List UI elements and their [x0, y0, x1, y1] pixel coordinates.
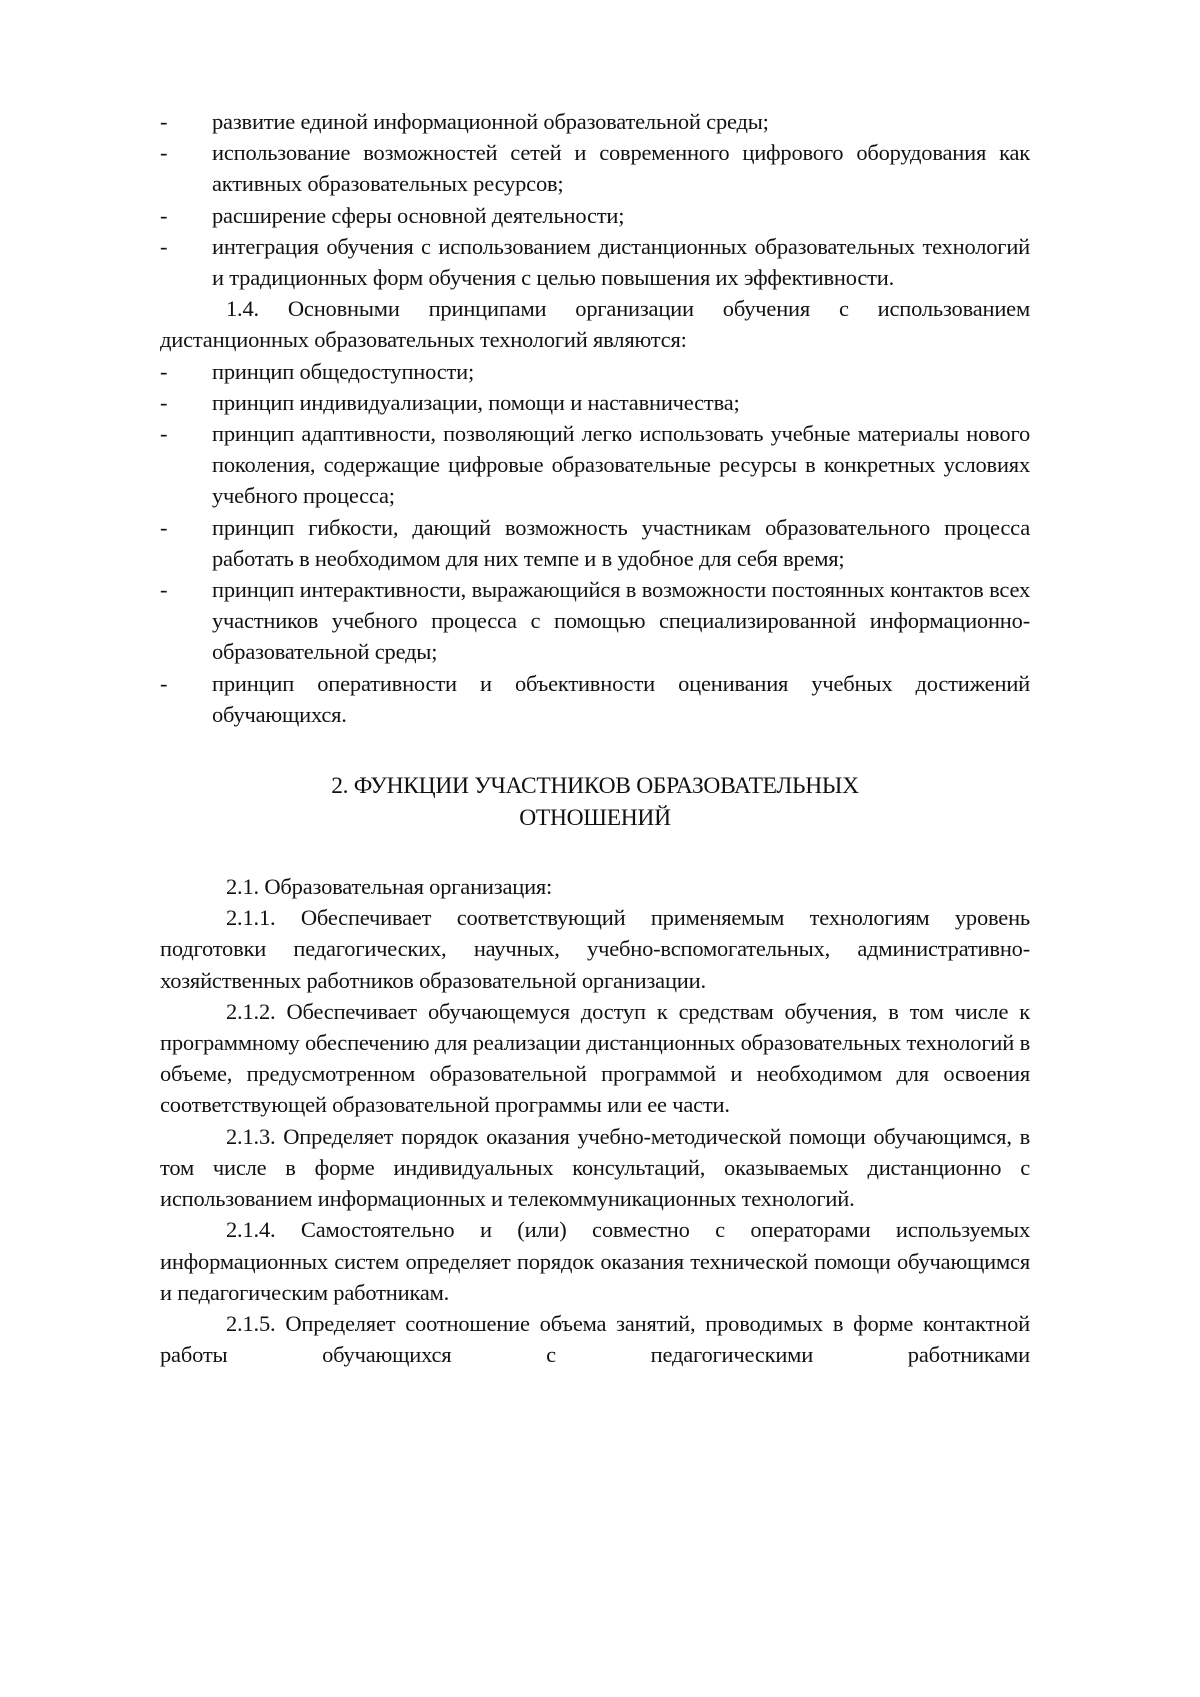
document-page — [160, 106, 1030, 1370]
section-2-heading — [160, 770, 1030, 834]
dash-marker: - — [160, 358, 168, 384]
dash-marker: - — [160, 514, 168, 540]
list-item-text: принцип гибкости, дающий возможность участникам образовательного процесса работать в необходимом для них темпе и в удобное для себя время; — [212, 514, 1030, 571]
list-item — [160, 418, 1030, 512]
list-item-text: использование возможностей сетей и современного цифрового оборудования как активных образовательных ресурсов; — [212, 140, 1030, 197]
dash-marker: - — [160, 109, 168, 134]
list-item — [160, 231, 1030, 293]
goals-list — [160, 106, 1030, 293]
dash-marker: - — [160, 577, 168, 603]
heading-line: ОТНОШЕНИЙ — [519, 805, 671, 832]
list-item — [160, 106, 1030, 137]
list-item-text: расширение сферы основной деятельности; — [212, 202, 625, 228]
subsection-2-1-3: 2.1.3. Определяет порядок оказания учебно-методической помощи обучающимся, в том числе в форме индивидуальных консультаций, оказываемых дистанционно с использованием информационных и телекоммуникационных технологий. — [160, 1123, 1030, 1212]
dash-marker: - — [160, 202, 168, 228]
dash-marker: - — [160, 233, 168, 259]
section-1-4-paragraph: 1.4. Основными принципами организации обучения с использованием дистанционных образовательных технологий являются: — [160, 296, 1030, 353]
subsection-2-1-2: 2.1.2. Обеспечивает обучающемуся доступ к средствам обучения, в том числе к программному обеспечению для реализации дистанционных образовательных технологий в объеме, предусмотренном образовательной программой и необходимом для освоения соответствующей образовательной программы или ее части. — [160, 998, 1030, 1118]
subsection-2-1-5: 2.1.5. Определяет соотношение объема занятий, проводимых в форме контактной работы обучающихся с педагогическими работниками — [160, 1310, 1030, 1368]
list-item — [160, 387, 1030, 418]
principles-list — [160, 356, 1030, 730]
dash-marker: - — [160, 670, 168, 696]
list-item-text: принцип оперативности и объективности оценивания учебных достижений обучающихся. — [212, 670, 1030, 727]
list-item-text: принцип интерактивности, выражающийся в возможности постоянных контактов всех участников учебного процесса с помощью специализированной информационно-образовательной среды; — [212, 577, 1030, 665]
list-item-text: интеграция обучения с использованием дистанционных образовательных технологий и традиционных форм обучения с целью повышения их эффективности. — [212, 233, 1030, 291]
list-item-text: принцип индивидуализации, помощи и наставничества; — [212, 389, 740, 415]
list-item — [160, 512, 1030, 574]
list-item — [160, 137, 1030, 199]
list-item-text: развитие единой информационной образовательной среды; — [212, 109, 769, 134]
subsection-2-1-1: 2.1.1. Обеспечивает соответствующий применяемым технологиям уровень подготовки педагогических, научных, учебно-вспомогательных, административно-хозяйственных работников образовательной организации. — [160, 905, 1030, 993]
list-item-text: принцип адаптивности, позволяющий легко использовать учебные материалы нового поколения, содержащие цифровые образовательные ресурсы в конкретных условиях учебного процесса; — [212, 421, 1030, 509]
dash-marker: - — [160, 389, 168, 415]
heading-line: 2. ФУНКЦИИ УЧАСТНИКОВ ОБРАЗОВАТЕЛЬНЫХ — [331, 773, 859, 800]
dash-marker: - — [160, 421, 168, 447]
list-item-text: принцип общедоступности; — [212, 358, 475, 384]
section-2-1-paragraph: 2.1. Образовательная организация: — [226, 874, 553, 900]
list-item — [160, 200, 1030, 231]
subsection-2-1-4: 2.1.4. Самостоятельно и (или) совместно с операторами используемых информационных систем определяет порядок оказания технической помощи обучающимся и педагогическим работникам. — [160, 1217, 1030, 1305]
dash-marker: - — [160, 140, 168, 166]
list-item — [160, 668, 1030, 730]
list-item — [160, 356, 1030, 387]
list-item — [160, 574, 1030, 668]
